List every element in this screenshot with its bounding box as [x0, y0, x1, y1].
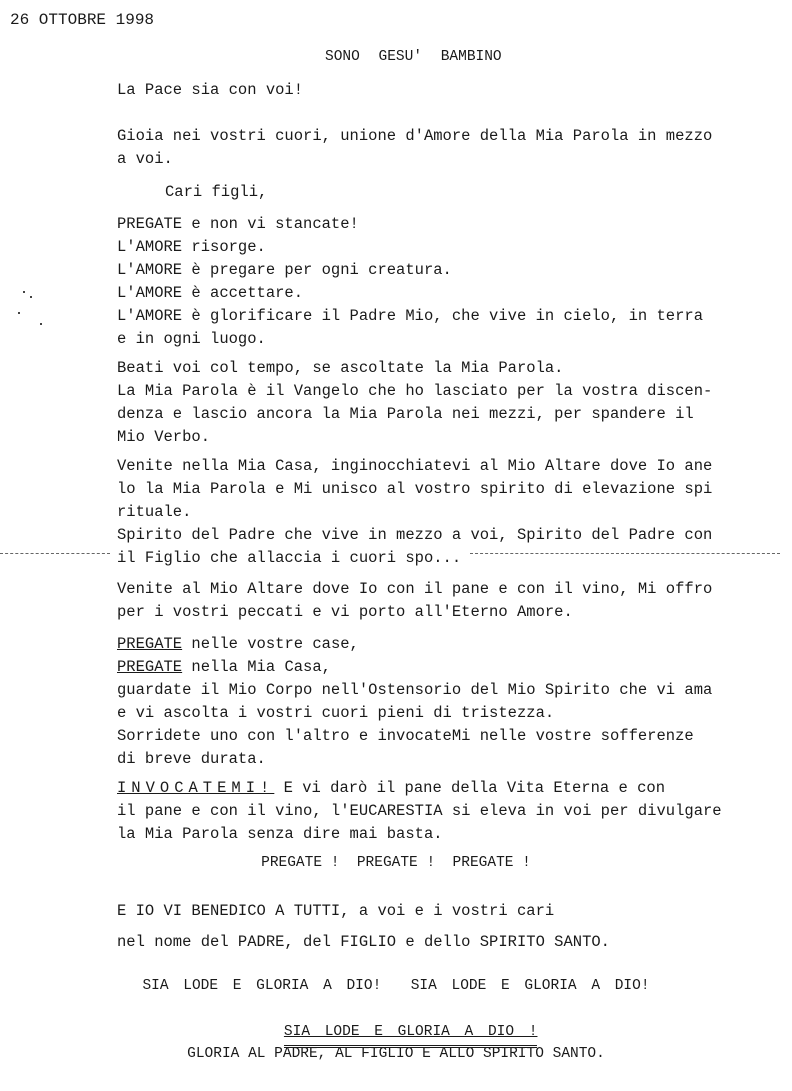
text-line: L'AMORE è pregare per ogni creatura.: [117, 261, 452, 279]
pregate-emphasis: PREGATE: [117, 635, 183, 653]
text-line: il Figlio che allaccia i cuori spo...: [117, 549, 462, 567]
paragraph-1: [117, 125, 757, 171]
text-line: Spirito del Padre che vive in mezzo a voi, Spirito del Padre con: [117, 526, 713, 544]
text-line: Mio Verbo.: [117, 428, 211, 446]
text-line: Venite nella Mia Casa, inginocchiatevi al Mio Altare dove Io ane: [117, 457, 713, 475]
text-line: Sorridete uno con l'altro e invocateMi nelle vostre sofferenze: [117, 727, 694, 745]
text-line: [117, 777, 757, 800]
text-line: Venite al Mio Altare dove Io con il pane e con il vino, Mi offro: [117, 580, 713, 598]
praise-line-2: SIA LODE E GLORIA A DIO !: [284, 1021, 538, 1048]
closing-line: GLORIA AL PADRE, AL FIGLIO E ALLO SPIRITO SANTO.: [187, 1046, 605, 1062]
text-line: di breve durata.: [117, 750, 266, 768]
scan-speck: [23, 291, 25, 293]
scan-smudge: [470, 553, 780, 555]
pregate-emphasis: PREGATE: [117, 658, 183, 676]
pregate-line: PREGATE ! PREGATE ! PREGATE !: [261, 855, 531, 871]
praise-line-1: SIA LODE E GLORIA A DIO! SIA LODE E GLORIA A DIO!: [142, 978, 650, 994]
text-line: L'AMORE è accettare.: [117, 284, 304, 302]
scan-speck: [40, 323, 42, 325]
text-line: PREGATE nella Mia Casa,: [117, 658, 331, 676]
scan-speck: [18, 312, 20, 314]
text-line: Beati voi col tempo, se ascoltate la Mia Parola.: [117, 359, 564, 377]
text-line: E IO VI BENEDICO A TUTTI, a voi e i vostri cari: [117, 902, 555, 920]
praise-line-2-wrap: [0, 998, 792, 1048]
paragraph-7: [117, 777, 757, 846]
greeting: [117, 79, 757, 102]
paragraph-3: [117, 357, 757, 449]
blessing: [117, 900, 757, 954]
text-line: L'AMORE risorge.: [117, 238, 266, 256]
document-date: 26 OTTOBRE 1998: [10, 11, 155, 29]
scan-speck: [30, 296, 32, 298]
invocatemi-emphasis: INVOCATEMI!: [117, 779, 275, 797]
paragraph-5: [117, 578, 757, 624]
text-line: e vi ascolta i vostri cuori pieni di tristezza.: [117, 704, 555, 722]
text-line: e in ogni luogo.: [117, 330, 266, 348]
text-fragment: E vi darò il pane della Vita Eterna e con: [274, 779, 665, 797]
text-line: rituale.: [117, 503, 192, 521]
text-line: a voi.: [117, 150, 173, 168]
scan-smudge: [0, 553, 110, 555]
salutation-line: Cari figli,: [165, 183, 268, 201]
text-line: guardate il Mio Corpo nell'Ostensorio del Mio Spirito che vi ama: [117, 681, 713, 699]
text-line: Gioia nei vostri cuori, unione d'Amore della Mia Parola in mezzo: [117, 127, 713, 145]
text-line: lo la Mia Parola e Mi unisco al vostro spirito di elevazione spi: [117, 480, 713, 498]
text-line: denza e lascio ancora la Mia Parola nei mezzi, per spandere il: [117, 405, 694, 423]
text-line: il pane e con il vino, l'EUCARESTIA si eleva in voi per divulgare: [117, 802, 722, 820]
paragraph-6: [117, 633, 757, 771]
text-line: la Mia Parola senza dire mai basta.: [117, 825, 443, 843]
document-title: SONO GESU' BAMBINO: [325, 49, 502, 65]
text-line: La Mia Parola è il Vangelo che ho lasciato per la vostra discen-: [117, 382, 713, 400]
salutation: [165, 181, 792, 204]
text-line: PREGATE nelle vostre case,: [117, 635, 359, 653]
greeting-line: La Pace sia con voi!: [117, 81, 304, 99]
paragraph-2: [117, 213, 757, 351]
text-line: nel nome del PADRE, del FIGLIO e dello SPIRITO SANTO.: [117, 933, 610, 951]
text-line: L'AMORE è glorificare il Padre Mio, che vive in cielo, in terra: [117, 307, 703, 325]
text-line: PREGATE e non vi stancate!: [117, 215, 359, 233]
text-line: per i vostri peccati e vi porto all'Eterno Amore.: [117, 603, 573, 621]
